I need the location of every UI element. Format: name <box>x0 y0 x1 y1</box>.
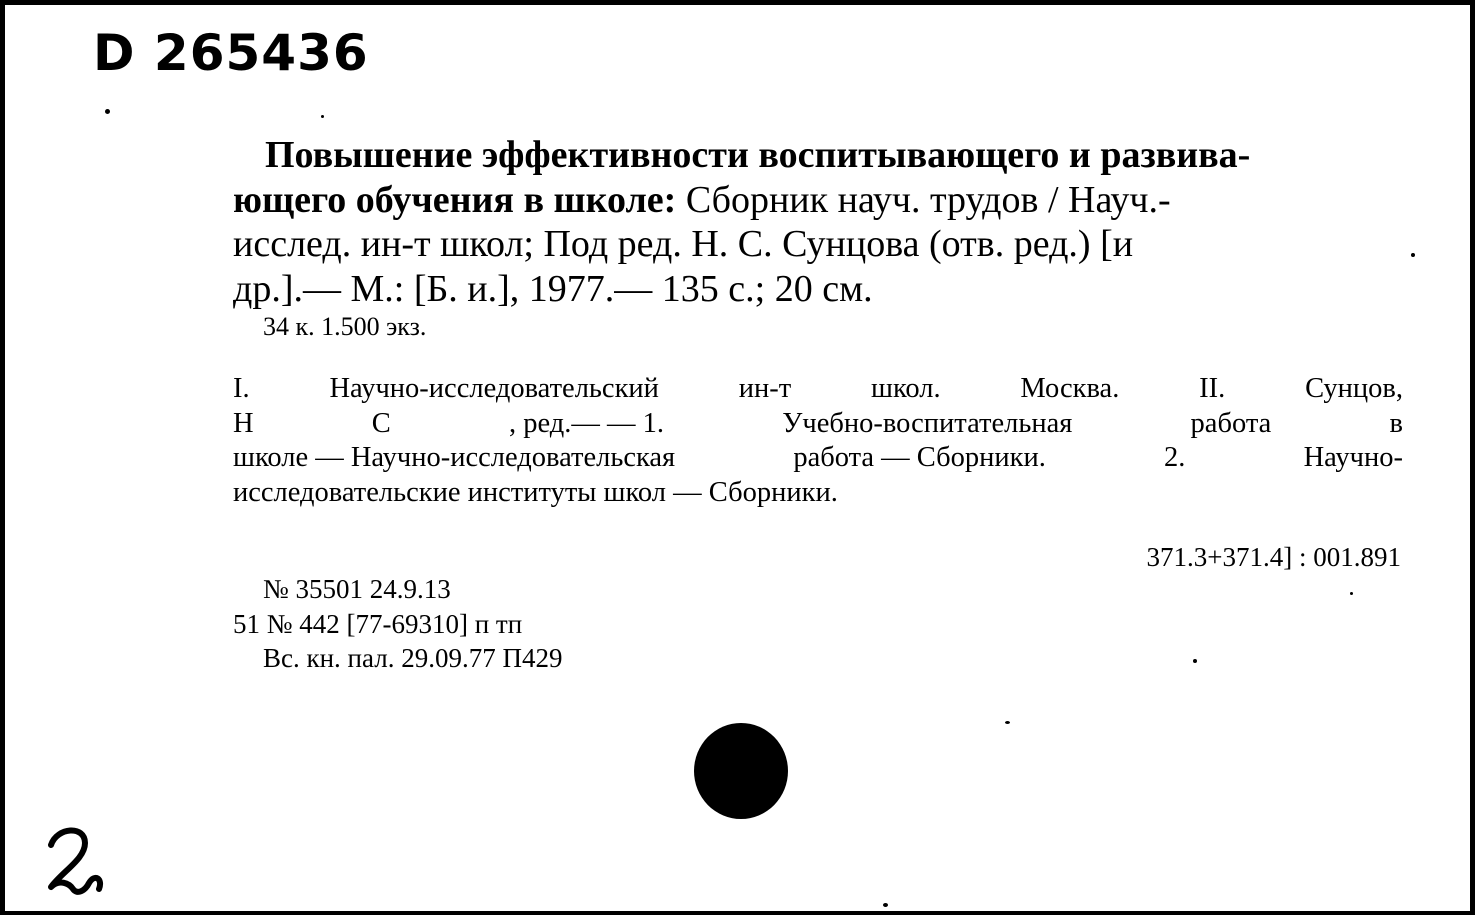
title-block <box>233 133 1403 311</box>
handwritten-mark-icon <box>33 813 123 903</box>
speck <box>883 903 888 907</box>
title-line-3: исслед. ин-т школ; Под ред. Н. С. Сунцова (отв. ред.) [и <box>233 223 1134 265</box>
tracing-block <box>233 372 1403 510</box>
title-line-1: Повышение эффективности воспитывающего и развива- <box>265 134 1251 176</box>
speck <box>105 109 110 114</box>
tracing-line-3: школе — Научно-исследовательская работа — Сборники. 2. Научно- <box>233 442 1403 473</box>
speck <box>1005 721 1010 724</box>
speck <box>1193 659 1197 663</box>
speck <box>321 115 324 118</box>
speck <box>1350 592 1353 595</box>
punch-hole <box>694 723 788 819</box>
speck <box>1411 253 1415 257</box>
price-and-copies: 34 к. 1.500 экз. <box>263 312 427 341</box>
title-line-4: др.].— М.: [Б. и.], 1977.— 135 с.; 20 см. <box>233 267 873 310</box>
title-line-2: ющего обучения в школе: Сборник науч. трудов / Науч.- <box>233 178 1171 221</box>
tracing-line-4: исследовательские институты школ — Сборники. <box>233 476 838 508</box>
tracing-line-1: I. Научно-исследовательский ин-т школ. Москва. II. Сунцов, <box>233 373 1403 404</box>
tracing-line-2: Н С , ред.— — 1. Учебно-воспитательная работа в <box>233 407 1403 439</box>
udc-classification: 371.3+371.4] : 001.891 <box>1146 542 1401 572</box>
record-number: № 35501 24.9.13 <box>263 574 451 604</box>
book-chamber-record: Вс. кн. пал. 29.09.77 П429 <box>263 643 563 673</box>
call-number: D 265436 <box>93 24 369 82</box>
order-number: 51 № 442 [77-69310] п тп <box>233 609 523 639</box>
